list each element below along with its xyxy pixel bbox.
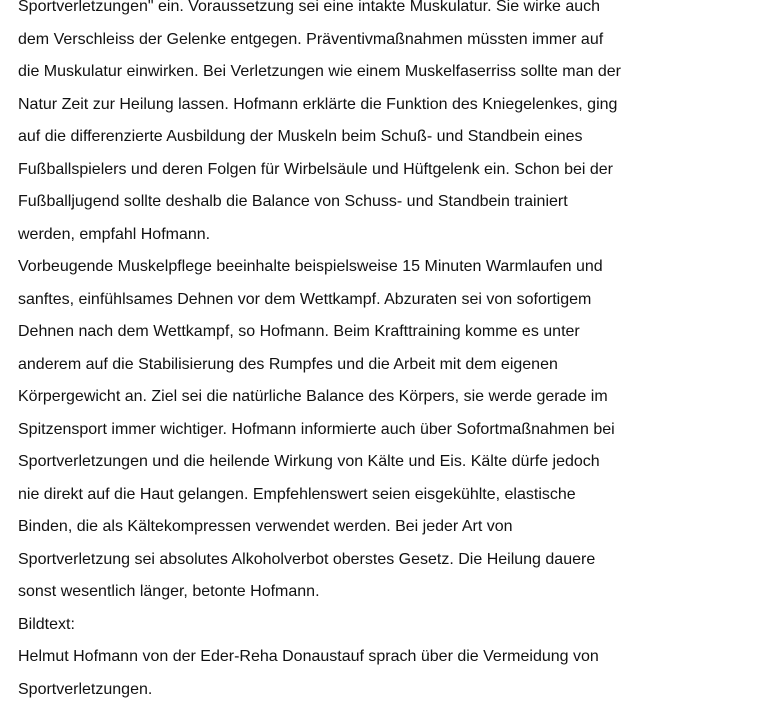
caption-text-line: Helmut Hofmann von der Eder-Reha Donaustauf sprach über die Vermeidung von (18, 648, 599, 665)
text-line: die Muskulatur einwirken. Bei Verletzungen wie einem Muskelfaserriss sollte man der (18, 63, 621, 80)
text-line: Fußballspielers und deren Folgen für Wirbelsäule und Hüftgelenk ein. Schon bei der (18, 160, 614, 178)
text-line: Sportverletzung sei absolutes Alkoholverbot oberstes Gesetz. Die Heilung dauere (18, 550, 596, 568)
text-line: sanftes, einfühlsames Dehnen vor dem Wettkampf. Abzuraten sei von sofortigem (18, 290, 592, 308)
text-line: Binden, die als Kältekompressen verwendet werden. Bei jeder Art von (18, 518, 513, 535)
text-line: Sportverletzungen" ein. Voraussetzung sei eine intakte Muskulatur. Sie wirke auch (18, 0, 601, 15)
caption-text-line: Sportverletzungen. (18, 680, 153, 698)
text-line: Sportverletzungen und die heilende Wirkung von Kälte und Eis. Kälte dürfe jedoch (18, 453, 600, 470)
text-line: dem Verschleiss der Gelenke entgegen. Präventivmaßnahmen müssten immer auf (18, 30, 604, 48)
text-line: werden, empfahl Hofmann. (18, 225, 211, 243)
text-line: sonst wesentlich länger, betonte Hofmann. (18, 583, 320, 600)
article-text (18, 0, 758, 706)
text-line: Fußballjugend sollte deshalb die Balance von Schuss- und Standbein trainiert (18, 193, 568, 210)
text-line: auf die differenzierte Ausbildung der Muskeln beim Schuß- und Standbein eines (18, 128, 583, 145)
text-line: Spitzensport immer wichtiger. Hofmann informierte auch über Sofortmaßnahmen bei (18, 420, 615, 438)
text-line: Natur Zeit zur Heilung lassen. Hofmann erklärte die Funktion des Kniegelenkes, ging (18, 95, 618, 113)
text-line: Körpergewicht an. Ziel sei die natürliche Balance des Körpers, sie werde gerade im (18, 388, 608, 405)
caption-label: Bildtext: (18, 615, 75, 633)
text-line: anderem auf die Stabilisierung des Rumpfes und die Arbeit mit dem eigenen (18, 355, 558, 373)
text-line: nie direkt auf die Haut gelangen. Empfehlenswert seien eisgekühlte, elastische (18, 485, 576, 503)
text-line: Vorbeugende Muskelpflege beeinhalte beispielsweise 15 Minuten Warmlaufen und (18, 258, 603, 275)
text-line: Dehnen nach dem Wettkampf, so Hofmann. Beim Krafttraining komme es unter (18, 323, 580, 340)
